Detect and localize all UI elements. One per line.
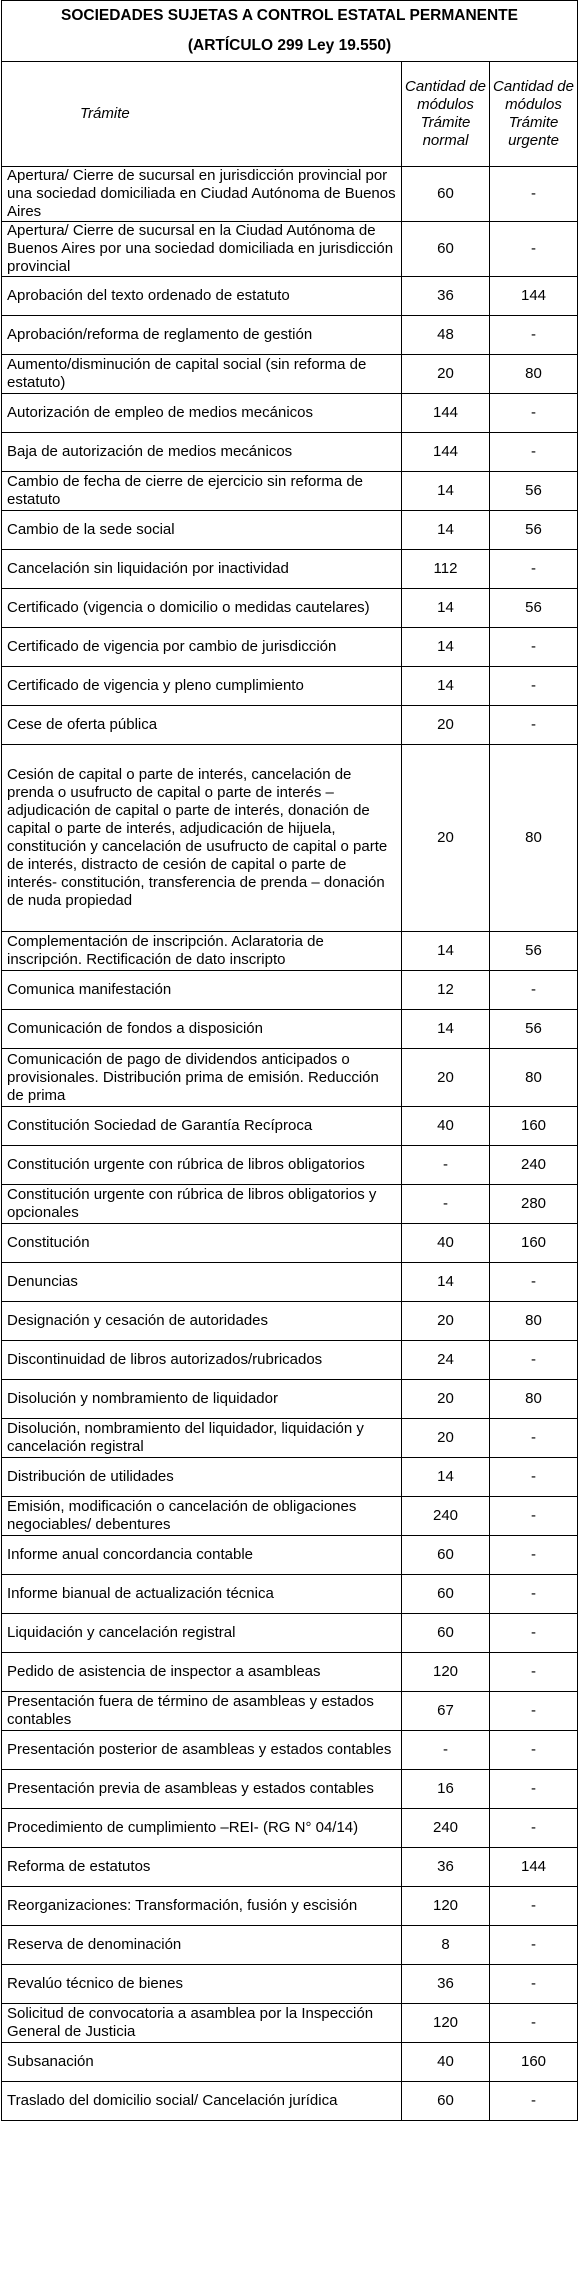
table-row <box>2 706 578 745</box>
row-normal: 14 <box>402 511 490 550</box>
row-tramite: Apertura/ Cierre de sucursal en jurisdicción provincial por una sociedad domiciliada en Ciudad Autónoma de Buenos Aires <box>2 167 402 222</box>
row-tramite: Cesión de capital o parte de interés, cancelación de prenda o usufructo de capital o parte de interés –adjudicación de capital o parte de interés, donación de capital o parte de interés, adjudicación de hijuela, constitución y cancelación de usufructo de capital o parte de interés, distracto de cesión de capital o parte de interés- constitución, transferencia de prenda – donación de nuda propiedad <box>2 745 402 932</box>
row-tramite: Certificado de vigencia por cambio de jurisdicción <box>2 628 402 667</box>
row-urgente: 80 <box>490 1302 578 1341</box>
row-tramite: Traslado del domicilio social/ Cancelación jurídica <box>2 2082 402 2121</box>
row-tramite: Reserva de denominación <box>2 1926 402 1965</box>
row-tramite: Aprobación/reforma de reglamento de gestión <box>2 316 402 355</box>
row-urgente: - <box>490 1887 578 1926</box>
row-urgente: - <box>490 2004 578 2043</box>
row-tramite: Constitución urgente con rúbrica de libros obligatorios <box>2 1146 402 1185</box>
row-tramite: Cancelación sin liquidación por inactividad <box>2 550 402 589</box>
row-normal: 60 <box>402 1575 490 1614</box>
row-tramite: Certificado de vigencia y pleno cumplimiento <box>2 667 402 706</box>
row-urgente: 56 <box>490 511 578 550</box>
row-urgente: - <box>490 1731 578 1770</box>
table-subtitle: (ARTÍCULO 299 Ley 19.550) <box>187 37 392 54</box>
table-row <box>2 316 578 355</box>
table-row <box>2 1809 578 1848</box>
row-tramite: Liquidación y cancelación registral <box>2 1614 402 1653</box>
row-tramite: Certificado (vigencia o domicilio o medidas cautelares) <box>2 589 402 628</box>
table-row <box>2 433 578 472</box>
row-urgente: - <box>490 1263 578 1302</box>
row-tramite: Aprobación del texto ordenado de estatuto <box>2 277 402 316</box>
row-tramite: Subsanación <box>2 2043 402 2082</box>
row-normal: 144 <box>402 394 490 433</box>
row-tramite: Constitución <box>2 1224 402 1263</box>
row-normal: 60 <box>402 167 490 222</box>
row-normal: 20 <box>402 355 490 394</box>
row-urgente: 160 <box>490 2043 578 2082</box>
row-urgente: - <box>490 667 578 706</box>
row-normal: 120 <box>402 1653 490 1692</box>
table-row <box>2 511 578 550</box>
row-tramite: Autorización de empleo de medios mecánicos <box>2 394 402 433</box>
table-row <box>2 2082 578 2121</box>
row-urgente: - <box>490 167 578 222</box>
header-urgente: Cantidad de módulos Trámite urgente <box>490 62 578 167</box>
table-row <box>2 1497 578 1536</box>
row-normal: 16 <box>402 1770 490 1809</box>
row-normal: 60 <box>402 1614 490 1653</box>
table-row <box>2 745 578 932</box>
row-tramite: Presentación previa de asambleas y estados contables <box>2 1770 402 1809</box>
table-row <box>2 550 578 589</box>
row-urgente: 144 <box>490 277 578 316</box>
table-row <box>2 1731 578 1770</box>
row-tramite: Apertura/ Cierre de sucursal en la Ciudad Autónoma de Buenos Aires por una sociedad domiciliada en jurisdicción provincial <box>2 222 402 277</box>
row-tramite: Designación y cesación de autoridades <box>2 1302 402 1341</box>
row-normal: 60 <box>402 1536 490 1575</box>
row-urgente: - <box>490 628 578 667</box>
row-tramite: Distribución de utilidades <box>2 1458 402 1497</box>
table-row <box>2 222 578 277</box>
row-normal: 20 <box>402 1380 490 1419</box>
row-urgente: - <box>490 550 578 589</box>
row-tramite: Disolución, nombramiento del liquidador, liquidación y cancelación registral <box>2 1419 402 1458</box>
row-urgente: - <box>490 971 578 1010</box>
table-row <box>2 1614 578 1653</box>
table-row <box>2 1010 578 1049</box>
row-tramite: Revalúo técnico de bienes <box>2 1965 402 2004</box>
row-urgente: - <box>490 1809 578 1848</box>
row-tramite: Procedimiento de cumplimiento –REI- (RG N° 04/14) <box>2 1809 402 1848</box>
row-normal: 20 <box>402 706 490 745</box>
row-normal: 14 <box>402 628 490 667</box>
row-urgente: - <box>490 394 578 433</box>
row-normal: 240 <box>402 1809 490 1848</box>
row-normal: 12 <box>402 971 490 1010</box>
row-normal: - <box>402 1146 490 1185</box>
row-urgente: 56 <box>490 932 578 971</box>
row-urgente: - <box>490 2082 578 2121</box>
row-tramite: Constitución urgente con rúbrica de libros obligatorios y opcionales <box>2 1185 402 1224</box>
row-normal: 8 <box>402 1926 490 1965</box>
table-row <box>2 1049 578 1107</box>
table-row <box>2 1185 578 1224</box>
table-row <box>2 2043 578 2082</box>
row-urgente: - <box>490 1419 578 1458</box>
table-row <box>2 1341 578 1380</box>
row-normal: 14 <box>402 1010 490 1049</box>
row-normal: 144 <box>402 433 490 472</box>
row-normal: 14 <box>402 589 490 628</box>
row-urgente: 80 <box>490 1049 578 1107</box>
table-body <box>2 167 578 2121</box>
row-urgente: - <box>490 433 578 472</box>
row-normal: 40 <box>402 2043 490 2082</box>
row-normal: - <box>402 1731 490 1770</box>
fee-table <box>1 0 578 2121</box>
table-row <box>2 1848 578 1887</box>
row-urgente: 56 <box>490 589 578 628</box>
row-normal: 112 <box>402 550 490 589</box>
table-row <box>2 1653 578 1692</box>
row-urgente: - <box>490 1458 578 1497</box>
row-normal: 40 <box>402 1224 490 1263</box>
header-normal: Cantidad de módulos Trámite normal <box>402 62 490 167</box>
row-normal: 14 <box>402 1458 490 1497</box>
row-tramite: Constitución Sociedad de Garantía Recíproca <box>2 1107 402 1146</box>
row-urgente: 144 <box>490 1848 578 1887</box>
row-normal: 14 <box>402 667 490 706</box>
table-row <box>2 1536 578 1575</box>
row-urgente: - <box>490 1575 578 1614</box>
table-row <box>2 1224 578 1263</box>
row-urgente: 280 <box>490 1185 578 1224</box>
row-normal: 14 <box>402 472 490 511</box>
table-row <box>2 167 578 222</box>
row-urgente: 80 <box>490 745 578 932</box>
row-tramite: Solicitud de convocatoria a asamblea por la Inspección General de Justicia <box>2 2004 402 2043</box>
table-row <box>2 1419 578 1458</box>
table-row <box>2 472 578 511</box>
row-normal: 20 <box>402 745 490 932</box>
table-row <box>2 971 578 1010</box>
row-normal: 20 <box>402 1302 490 1341</box>
row-normal: 120 <box>402 2004 490 2043</box>
row-tramite: Cambio de la sede social <box>2 511 402 550</box>
row-urgente: - <box>490 1692 578 1731</box>
row-normal: 48 <box>402 316 490 355</box>
row-urgente: - <box>490 1536 578 1575</box>
row-tramite: Cese de oferta pública <box>2 706 402 745</box>
row-urgente: - <box>490 1614 578 1653</box>
row-tramite: Reorganizaciones: Transformación, fusión y escisión <box>2 1887 402 1926</box>
row-normal: 20 <box>402 1419 490 1458</box>
row-urgente: 56 <box>490 1010 578 1049</box>
table-row <box>2 277 578 316</box>
table-row <box>2 355 578 394</box>
row-normal: 36 <box>402 1848 490 1887</box>
row-tramite: Baja de autorización de medios mecánicos <box>2 433 402 472</box>
row-tramite: Informe bianual de actualización técnica <box>2 1575 402 1614</box>
table-row <box>2 932 578 971</box>
row-normal: 60 <box>402 2082 490 2121</box>
header-tramite: Trámite <box>2 62 402 167</box>
row-normal: 14 <box>402 932 490 971</box>
table-row <box>2 1692 578 1731</box>
row-tramite: Comunicación de fondos a disposición <box>2 1010 402 1049</box>
row-urgente: - <box>490 1965 578 2004</box>
table-row <box>2 394 578 433</box>
row-normal: 24 <box>402 1341 490 1380</box>
row-tramite: Disolución y nombramiento de liquidador <box>2 1380 402 1419</box>
row-urgente: - <box>490 1341 578 1380</box>
row-tramite: Pedido de asistencia de inspector a asambleas <box>2 1653 402 1692</box>
row-tramite: Comunicación de pago de dividendos anticipados o provisionales. Distribución prima de emisión. Reducción de prima <box>2 1049 402 1107</box>
row-urgente: 240 <box>490 1146 578 1185</box>
table-row <box>2 1107 578 1146</box>
row-normal: 14 <box>402 1263 490 1302</box>
row-urgente: - <box>490 316 578 355</box>
row-urgente: 160 <box>490 1224 578 1263</box>
row-tramite: Discontinuidad de libros autorizados/rubricados <box>2 1341 402 1380</box>
table-row <box>2 589 578 628</box>
table-row <box>2 1926 578 1965</box>
table-row <box>2 1458 578 1497</box>
row-urgente: - <box>490 1653 578 1692</box>
row-tramite: Reforma de estatutos <box>2 1848 402 1887</box>
row-tramite: Denuncias <box>2 1263 402 1302</box>
row-normal: 240 <box>402 1497 490 1536</box>
table-row <box>2 628 578 667</box>
row-urgente: - <box>490 1926 578 1965</box>
table-title-cell <box>2 1 578 62</box>
row-tramite: Aumento/disminución de capital social (sin reforma de estatuto) <box>2 355 402 394</box>
table-row <box>2 1965 578 2004</box>
row-urgente: 160 <box>490 1107 578 1146</box>
row-normal: 40 <box>402 1107 490 1146</box>
table-row <box>2 1263 578 1302</box>
table-row <box>2 1380 578 1419</box>
table-row <box>2 667 578 706</box>
row-urgente: - <box>490 706 578 745</box>
table-row <box>2 1770 578 1809</box>
row-tramite: Comunica manifestación <box>2 971 402 1010</box>
row-urgente: - <box>490 222 578 277</box>
row-urgente: 56 <box>490 472 578 511</box>
row-tramite: Cambio de fecha de cierre de ejercicio sin reforma de estatuto <box>2 472 402 511</box>
row-tramite: Emisión, modificación o cancelación de obligaciones negociables/ debentures <box>2 1497 402 1536</box>
row-normal: - <box>402 1185 490 1224</box>
row-normal: 20 <box>402 1049 490 1107</box>
table-row <box>2 1146 578 1185</box>
row-urgente: - <box>490 1770 578 1809</box>
table-title: SOCIEDADES SUJETAS A CONTROL ESTATAL PERMANENTE <box>60 7 518 24</box>
table-row <box>2 1887 578 1926</box>
row-urgente: 80 <box>490 1380 578 1419</box>
row-normal: 60 <box>402 222 490 277</box>
row-normal: 120 <box>402 1887 490 1926</box>
table-row <box>2 1302 578 1341</box>
row-normal: 67 <box>402 1692 490 1731</box>
row-tramite: Presentación posterior de asambleas y estados contables <box>2 1731 402 1770</box>
row-tramite: Informe anual concordancia contable <box>2 1536 402 1575</box>
row-tramite: Complementación de inscripción. Aclaratoria de inscripción. Rectificación de dato inscripto <box>2 932 402 971</box>
table-row <box>2 2004 578 2043</box>
row-normal: 36 <box>402 1965 490 2004</box>
row-normal: 36 <box>402 277 490 316</box>
row-urgente: - <box>490 1497 578 1536</box>
row-tramite: Presentación fuera de término de asambleas y estados contables <box>2 1692 402 1731</box>
table-row <box>2 1575 578 1614</box>
row-urgente: 80 <box>490 355 578 394</box>
